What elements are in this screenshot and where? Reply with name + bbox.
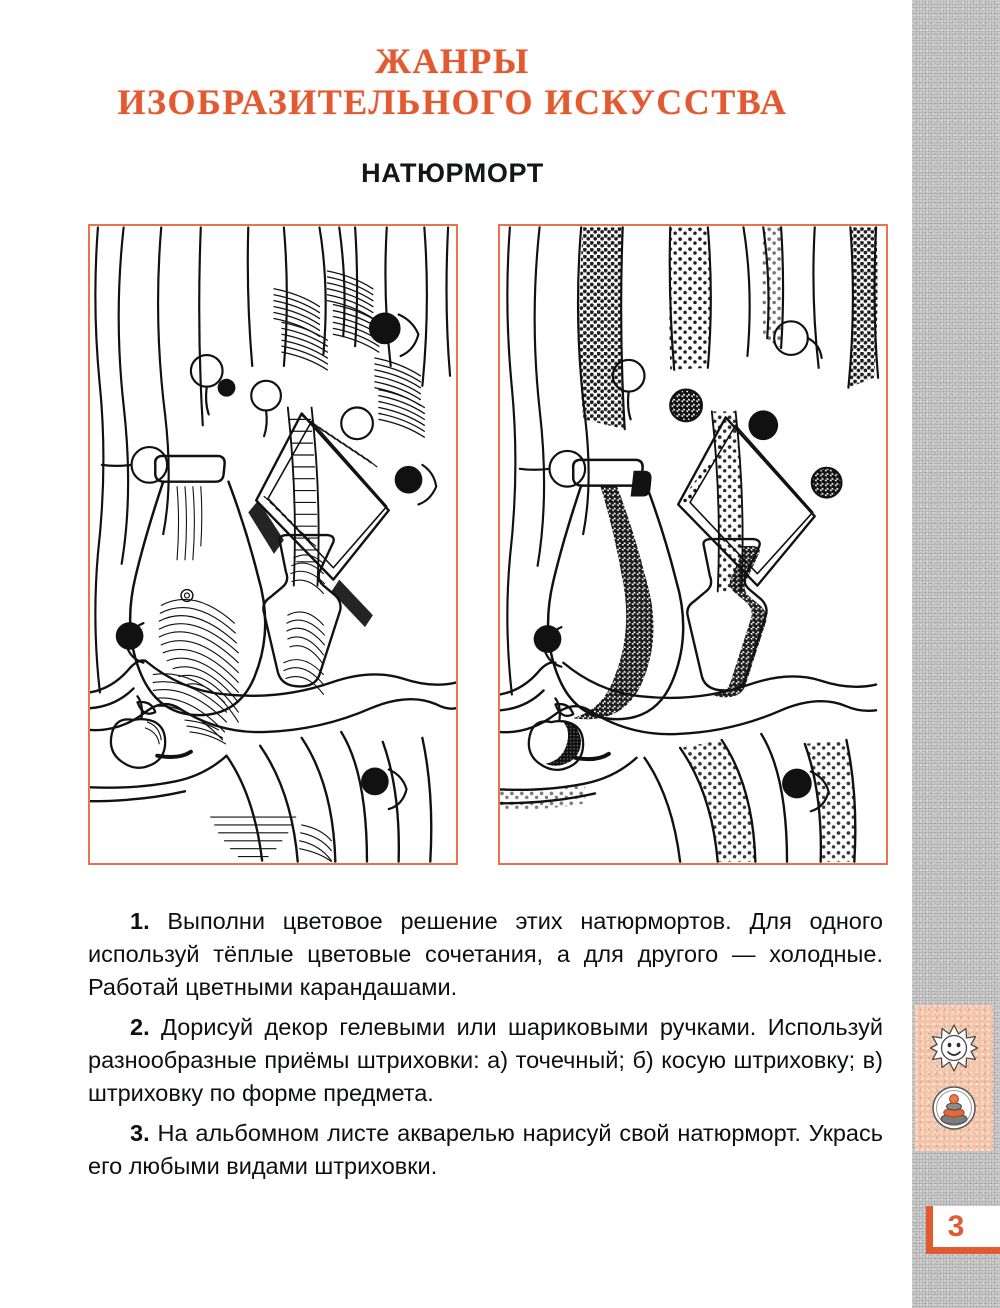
illustration-plates [88,224,888,865]
task-text-1: Выполни цветовое решение этих натюрмортов. Для одного используй тёплые цветовые сочетания, а для другого — холодные. Работай цветными карандашами. [88,908,883,1000]
task-text-3: На альбомном листе акварелью нарисуй свой натюрморт. Укрась его любыми видами штриховки. [88,1120,883,1179]
title-line-1: ЖАНРЫ [375,41,530,81]
task-item-3 [88,1117,883,1183]
task-item-2 [88,1011,883,1110]
sun-icon [915,1017,993,1079]
page-number-tab [926,1206,1000,1254]
sidebar-icon-panel [915,1005,993,1151]
title-line-2: ИЗОБРАЗИТЕЛЬНОГО ИСКУССТВА [117,82,788,122]
task-list [88,905,883,1183]
still-life-left [88,224,458,865]
still-life-right [498,224,888,865]
task-number-3: 3. [130,1120,150,1146]
task-number-1: 1. [130,908,150,934]
pyramid-toy-icon [915,1077,993,1139]
task-item-1 [88,905,883,1004]
page-number: 3 [947,1210,965,1243]
task-number-2: 2. [130,1014,150,1040]
task-text-2: Дорисуй декор гелевыми или шариковыми ручками. Используй разнообразные приёмы штриховки: а) точечный; б) косую штриховку; в) штриховку по форме предмета. [88,1014,883,1106]
page-title [0,42,905,124]
section-subtitle: НАТЮРМОРТ [361,158,544,188]
